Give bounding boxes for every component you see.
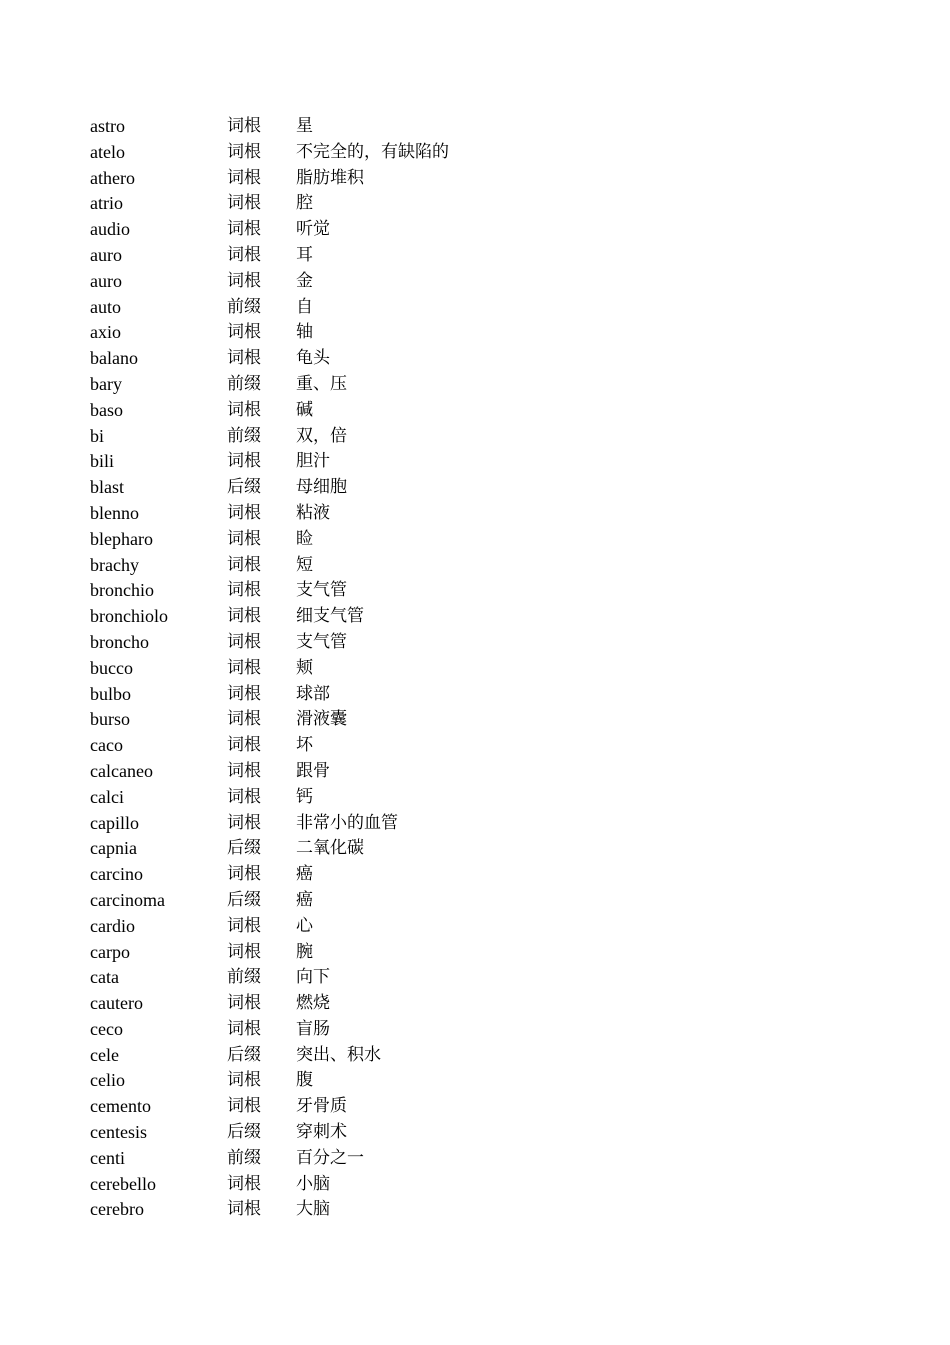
table-row xyxy=(90,759,610,785)
word-type: 词根 xyxy=(227,502,261,523)
word-meaning: 轴 xyxy=(296,322,313,343)
word-meaning: 盲肠 xyxy=(296,1018,330,1039)
word-root: bucco xyxy=(90,657,133,678)
word-root: carpo xyxy=(90,941,130,962)
word-root: atrio xyxy=(90,193,123,214)
word-meaning: 重、压 xyxy=(296,373,347,394)
table-row xyxy=(90,501,610,527)
word-type: 词根 xyxy=(227,580,261,601)
word-meaning: 睑 xyxy=(296,528,313,549)
word-meaning: 癌 xyxy=(296,864,313,885)
word-root: cata xyxy=(90,967,119,988)
word-meaning: 心 xyxy=(296,915,313,936)
table-row xyxy=(90,1146,610,1172)
word-meaning: 非常小的血管 xyxy=(296,812,398,833)
word-type: 后缀 xyxy=(227,1044,261,1065)
table-row xyxy=(90,682,610,708)
word-meaning: 金 xyxy=(296,270,313,291)
table-row xyxy=(90,191,610,217)
table-row xyxy=(90,243,610,269)
word-type: 前缀 xyxy=(227,373,261,394)
table-row xyxy=(90,991,610,1017)
word-type: 词根 xyxy=(227,941,261,962)
word-meaning: 听觉 xyxy=(296,219,330,240)
table-row xyxy=(90,114,610,140)
word-meaning: 滑液囊 xyxy=(296,709,347,730)
word-root: blepharo xyxy=(90,528,153,549)
table-row xyxy=(90,449,610,475)
word-type: 词根 xyxy=(227,1018,261,1039)
word-root: balano xyxy=(90,348,138,369)
word-type: 词根 xyxy=(227,1173,261,1194)
word-type: 词根 xyxy=(227,219,261,240)
word-meaning: 星 xyxy=(296,116,313,136)
word-meaning: 大脑 xyxy=(296,1199,330,1220)
table-row xyxy=(90,604,610,630)
word-meaning: 二氧化碳 xyxy=(296,838,364,859)
word-type: 词根 xyxy=(227,528,261,549)
word-meaning: 粘液 xyxy=(296,502,330,523)
word-type: 后缀 xyxy=(227,889,261,910)
word-meaning: 不完全的，有缺陷的 xyxy=(296,141,449,162)
word-type: 词根 xyxy=(227,270,261,291)
word-meaning: 胆汁 xyxy=(296,451,330,472)
table-row xyxy=(90,217,610,243)
table-row xyxy=(90,269,610,295)
table-row xyxy=(90,733,610,759)
word-meaning: 双，倍 xyxy=(296,425,347,446)
word-root: centesis xyxy=(90,1122,147,1143)
word-root: cardio xyxy=(90,915,135,936)
word-root: capillo xyxy=(90,812,139,833)
word-type: 词根 xyxy=(227,116,261,136)
word-root: audio xyxy=(90,219,130,240)
word-meaning: 腹 xyxy=(296,1070,313,1091)
table-row xyxy=(90,862,610,888)
word-root: capnia xyxy=(90,838,137,859)
table-row xyxy=(90,836,610,862)
word-meaning: 脂肪堆积 xyxy=(296,167,364,188)
table-row xyxy=(90,372,610,398)
word-meaning: 碱 xyxy=(296,399,313,420)
word-type: 后缀 xyxy=(227,477,261,498)
word-type: 词根 xyxy=(227,1096,261,1117)
word-root: ceco xyxy=(90,1018,123,1039)
word-type: 词根 xyxy=(227,915,261,936)
word-root: cemento xyxy=(90,1096,151,1117)
word-root: burso xyxy=(90,709,130,730)
word-root: calcaneo xyxy=(90,760,153,781)
word-root: athero xyxy=(90,167,135,188)
word-root: broncho xyxy=(90,631,149,652)
word-root: brachy xyxy=(90,554,139,575)
table-row xyxy=(90,424,610,450)
word-type: 词根 xyxy=(227,167,261,188)
word-root: atelo xyxy=(90,141,125,162)
table-row xyxy=(90,1043,610,1069)
word-type: 后缀 xyxy=(227,1122,261,1143)
word-meaning: 跟骨 xyxy=(296,760,330,781)
table-row xyxy=(90,578,610,604)
word-type: 前缀 xyxy=(227,425,261,446)
table-row xyxy=(90,656,610,682)
word-type: 前缀 xyxy=(227,1147,261,1168)
word-type: 后缀 xyxy=(227,838,261,859)
word-meaning: 支气管 xyxy=(296,580,347,601)
word-type: 词根 xyxy=(227,399,261,420)
word-type: 前缀 xyxy=(227,296,261,317)
word-root: celio xyxy=(90,1070,125,1091)
word-meaning: 癌 xyxy=(296,889,313,910)
word-type: 词根 xyxy=(227,244,261,265)
table-row xyxy=(90,1197,610,1223)
table-row xyxy=(90,785,610,811)
word-meaning: 颊 xyxy=(296,657,313,678)
word-type: 词根 xyxy=(227,760,261,781)
word-type: 词根 xyxy=(227,631,261,652)
word-meaning: 突出、积水 xyxy=(296,1044,381,1065)
word-type: 词根 xyxy=(227,1070,261,1091)
word-meaning: 燃烧 xyxy=(296,993,330,1014)
word-root: bi xyxy=(90,425,105,446)
table-row xyxy=(90,346,610,372)
table-row xyxy=(90,630,610,656)
word-root: cautero xyxy=(90,993,143,1014)
word-type: 前缀 xyxy=(227,967,261,988)
word-meaning: 小脑 xyxy=(296,1173,330,1194)
word-type: 词根 xyxy=(227,709,261,730)
table-row xyxy=(90,398,610,424)
word-root: astro xyxy=(90,116,125,136)
word-root: blast xyxy=(90,477,124,498)
word-root-table xyxy=(90,114,610,1223)
word-type: 词根 xyxy=(227,322,261,343)
word-type: 词根 xyxy=(227,451,261,472)
table-row xyxy=(90,295,610,321)
word-root: carcinoma xyxy=(90,889,165,910)
word-meaning: 细支气管 xyxy=(296,606,364,627)
word-meaning: 耳 xyxy=(296,244,313,265)
table-row xyxy=(90,1120,610,1146)
table-row xyxy=(90,140,610,166)
word-root: auro xyxy=(90,270,122,291)
word-type: 词根 xyxy=(227,554,261,575)
word-type: 词根 xyxy=(227,348,261,369)
word-root: axio xyxy=(90,322,121,343)
word-root: cele xyxy=(90,1044,119,1065)
table-row xyxy=(90,914,610,940)
table-row xyxy=(90,166,610,192)
word-type: 词根 xyxy=(227,193,261,214)
table-row xyxy=(90,811,610,837)
table-row xyxy=(90,1172,610,1198)
table-row xyxy=(90,527,610,553)
word-type: 词根 xyxy=(227,606,261,627)
word-type: 词根 xyxy=(227,993,261,1014)
table-row xyxy=(90,940,610,966)
word-meaning: 母细胞 xyxy=(296,477,347,498)
word-type: 词根 xyxy=(227,657,261,678)
table-row xyxy=(90,320,610,346)
word-meaning: 向下 xyxy=(296,967,330,988)
word-root: centi xyxy=(90,1147,125,1168)
word-root: caco xyxy=(90,735,123,756)
word-root: calci xyxy=(90,786,124,807)
table-row xyxy=(90,1068,610,1094)
word-meaning: 穿刺术 xyxy=(296,1122,347,1143)
table-row xyxy=(90,707,610,733)
word-type: 词根 xyxy=(227,864,261,885)
word-root: cerebello xyxy=(90,1173,156,1194)
word-type: 词根 xyxy=(227,786,261,807)
table-row xyxy=(90,553,610,579)
word-root: bary xyxy=(90,373,122,394)
word-meaning: 短 xyxy=(296,554,313,575)
word-root: carcino xyxy=(90,864,143,885)
word-meaning: 腕 xyxy=(296,941,313,962)
table-row xyxy=(90,965,610,991)
table-row xyxy=(90,888,610,914)
table-row xyxy=(90,1094,610,1120)
word-meaning: 腔 xyxy=(296,193,313,214)
word-meaning: 百分之一 xyxy=(296,1147,364,1168)
word-meaning: 龟头 xyxy=(296,348,330,369)
word-root: cerebro xyxy=(90,1199,144,1220)
word-type: 词根 xyxy=(227,735,261,756)
word-type: 词根 xyxy=(227,1199,261,1220)
word-meaning: 球部 xyxy=(296,683,330,704)
table-row xyxy=(90,475,610,501)
word-meaning: 自 xyxy=(296,296,313,317)
word-root: blenno xyxy=(90,502,139,523)
word-type: 词根 xyxy=(227,812,261,833)
word-meaning: 支气管 xyxy=(296,631,347,652)
word-meaning: 牙骨质 xyxy=(296,1096,347,1117)
table-row xyxy=(90,1017,610,1043)
word-type: 词根 xyxy=(227,141,261,162)
word-meaning: 钙 xyxy=(296,786,313,807)
word-meaning: 坏 xyxy=(296,735,313,756)
word-root: bronchio xyxy=(90,580,154,601)
word-root: baso xyxy=(90,399,123,420)
word-type: 词根 xyxy=(227,683,261,704)
word-root: bronchiolo xyxy=(90,606,168,627)
word-root: bili xyxy=(90,451,115,472)
word-root: auro xyxy=(90,244,122,265)
word-root: auto xyxy=(90,296,121,317)
word-root: bulbo xyxy=(90,683,132,704)
